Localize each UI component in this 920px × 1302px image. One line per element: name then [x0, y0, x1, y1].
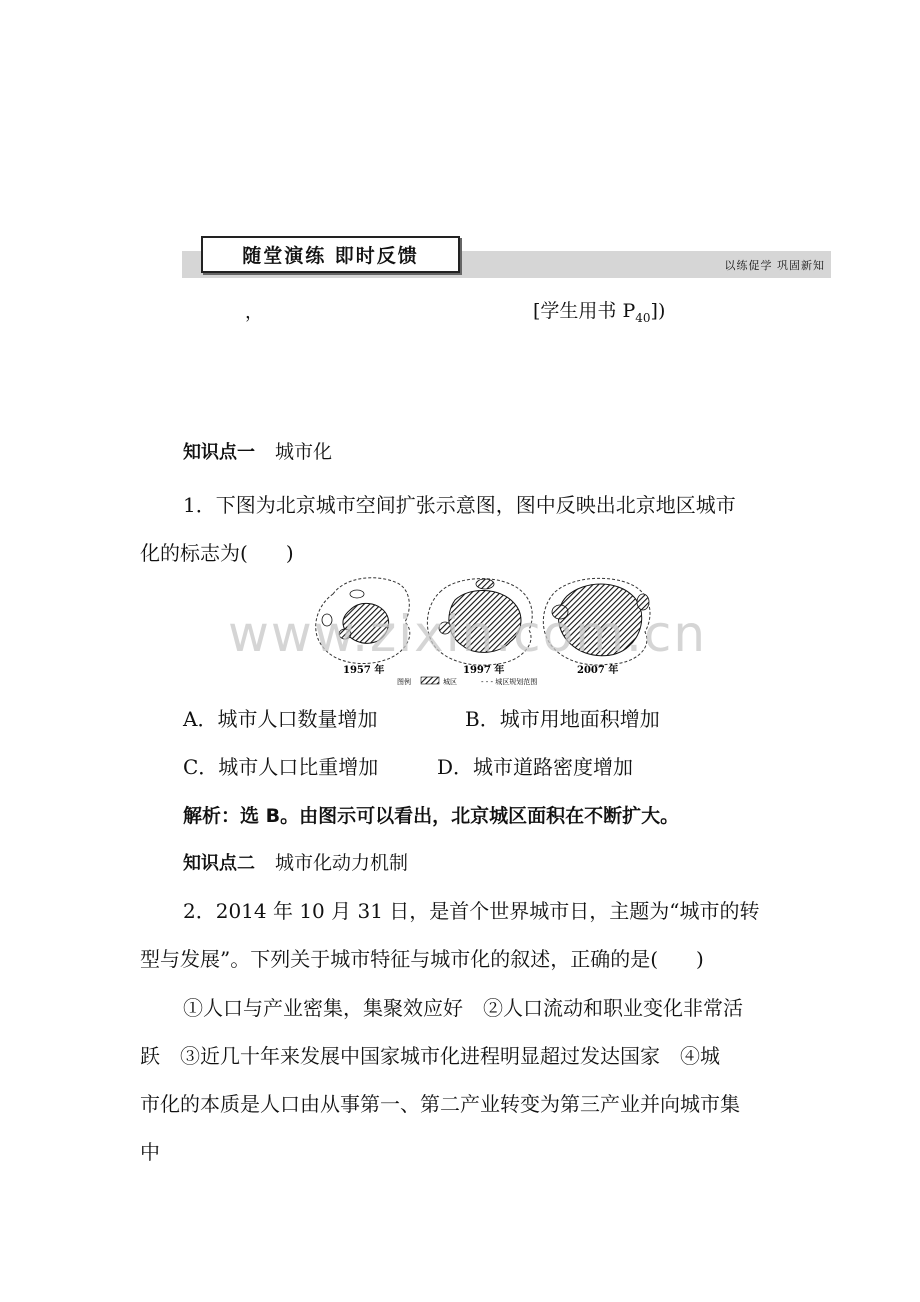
- q1-stem-line1: 1．下图为北京城市空间扩张示意图，图中反映出北京地区城市: [183, 493, 736, 517]
- q2-statements-line4: 中: [140, 1140, 160, 1164]
- q2-stem-close: ): [696, 947, 704, 971]
- q2-statements-line3: 市化的本质是人口由从事第一、第二产业转变为第三产业并向城市集: [140, 1092, 740, 1116]
- q1-option-b: B．城市用地面积增加: [465, 707, 660, 731]
- year-label-2007: 2007 年: [577, 665, 619, 676]
- q1-stem-line2: [140, 537, 294, 566]
- ref-prefix: [学生用书 P: [533, 300, 636, 322]
- legend-label: 图例: [397, 678, 411, 686]
- q1-option-c: C．城市人口比重增加: [183, 755, 379, 779]
- year-label-1997: 1997 年: [463, 665, 505, 676]
- q2-stem-text: 型与发展”。下列关于城市特征与城市化的叙述，正确的是(: [140, 947, 659, 971]
- q1-stem-close: ): [285, 541, 294, 565]
- kp2-title: 城市化动力机制: [275, 852, 409, 874]
- knowledge-point-2: [183, 848, 408, 875]
- watermark: www.zixin.com.cn: [228, 605, 708, 663]
- urban-patch-1997: [476, 579, 494, 589]
- book-reference: [533, 296, 665, 325]
- q2-statements-line2: 跃 ③近几十年来发展中国家城市化进程明显超过发达国家 ④城: [140, 1044, 720, 1068]
- q1-option-a: A．城市人口数量增加: [183, 707, 378, 731]
- legend-urban: 城区: [443, 678, 457, 686]
- section-subtitle: 以练促学 巩固新知: [724, 259, 825, 272]
- kp1-title: 城市化: [275, 441, 333, 463]
- kp1-label: 知识点一: [183, 442, 255, 463]
- ref-suffix: ]): [650, 300, 666, 322]
- q2-stem-line1: 2．2014 年 10 月 31 日，是首个世界城市日，主题为“城市的转: [183, 899, 760, 923]
- q1-stem-text: 化的标志为(: [140, 541, 248, 565]
- legend-plan: - - - 城区规划范围: [481, 678, 538, 686]
- ref-comma: ，: [245, 302, 263, 323]
- q2-statements-line1: ①人口与产业密集，集聚效应好 ②人口流动和职业变化非常活: [183, 996, 743, 1020]
- legend-urban-swatch: [421, 677, 439, 684]
- q2-stem-line2: [140, 943, 704, 972]
- kp2-label: 知识点二: [183, 853, 255, 874]
- section-title: 随堂演练 即时反馈: [201, 236, 460, 273]
- q1-analysis: 解析：选 B。由图示可以看出，北京城区面积在不断扩大。: [183, 805, 680, 827]
- ref-page: 40: [635, 310, 651, 325]
- q1-option-d: D．城市道路密度增加: [437, 755, 634, 779]
- urban-patch-1957: [350, 590, 364, 598]
- knowledge-point-1: [183, 437, 332, 464]
- year-label-1957: 1957 年: [343, 665, 385, 676]
